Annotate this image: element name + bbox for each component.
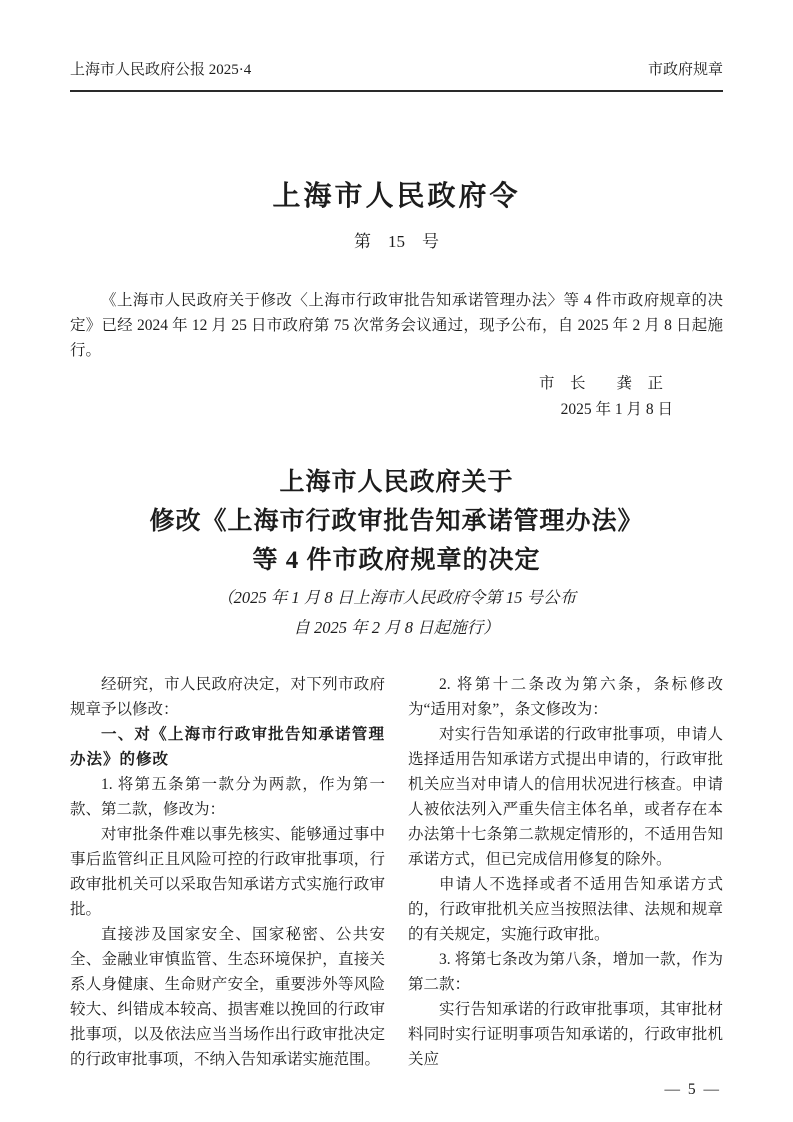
paragraph: 直接涉及国家安全、国家秘密、公共安全、金融业审慎监管、生态环境保护，直接关系人身健康、生命财产安全，重要涉外等风险较大、纠错成本较高、损害难以挽回的行政审批事项，以及依法应当当场作出行政审批决定的行政审批事项，不纳入告知承诺实施范围。 [70,926,385,1068]
paragraph: 2. 将第十二条改为第六条，条标修改为“适用对象”，条文修改为： [408,676,723,718]
decision-title [70,463,723,580]
right-column [408,672,723,1072]
paragraph: 1. 将第五条第一款分为两款，作为第一款、第二款，修改为： [70,776,385,818]
paragraph: 申请人不选择或者不适用告知承诺方式的，行政审批机关应当按照法律、法规和规章的有关规定，实施行政审批。 [408,876,723,943]
decision-title-line-2: 修改《上海市行政审批告知承诺管理办法》 [149,508,644,535]
publication-line-1: （2025 年 1 月 8 日上海市人民政府令第 15 号公布 [217,588,576,607]
order-body-paragraph: 《上海市人民政府关于修改〈上海市行政审批告知承诺管理办法〉等 4 件市政府规章的决定》已经 2024 年 12 月 25 日市政府第 75 次常务会议通过，现予公布，自 2025 年 2 月 8 日起施行。 [70,292,723,359]
decision-title-line-1: 上海市人民政府关于 [279,469,514,496]
sign-date: 2025 年 1 月 8 日 [560,401,673,418]
section-label: 市政府规章 [647,62,723,78]
paragraph: 对审批条件难以事先核实、能够通过事中事后监管纠正且风险可控的行政审批事项，行政审批机关可以采取告知承诺方式实施行政审批。 [70,826,385,918]
page-header [70,60,723,92]
decision-title-line-3: 等 4 件市政府规章的决定 [252,547,541,574]
paragraph: 3. 将第七条改为第八条，增加一款，作为第二款： [408,951,723,993]
body-columns [70,672,723,1072]
mayor-signature: 市 长 龚 正 [538,375,663,392]
signature-block [70,371,723,423]
paragraph: 对实行告知承诺的行政审批事项，申请人选择适用告知承诺方式提出申请的，行政审批机关应当对申请人的信用状况进行核查。申请人被依法列入严重失信主体名单，或者存在本办法第十七条第二款规定情形的，不适用告知承诺方式，但已完成信用修复的除外。 [408,726,723,868]
publication-line-2: 自 2025 年 2 月 8 日起施行） [293,618,500,637]
publication-note [70,583,723,643]
paragraph: 经研究，市人民政府决定，对下列市政府规章予以修改： [70,676,385,718]
paragraph: 实行告知承诺的行政审批事项，其审批材料同时实行证明事项告知承诺的，行政审批机关应 [408,1001,723,1068]
left-column [70,672,385,1072]
order-title: 上海市人民政府令 [272,181,521,212]
page-number: — 5 — [664,1081,721,1098]
order-number: 第 15 号 [354,232,439,251]
section-heading: 一、对《上海市行政审批告知承诺管理办法》的修改 [70,726,385,768]
gazette-issue-label: 上海市人民政府公报 2025·4 [70,62,252,78]
